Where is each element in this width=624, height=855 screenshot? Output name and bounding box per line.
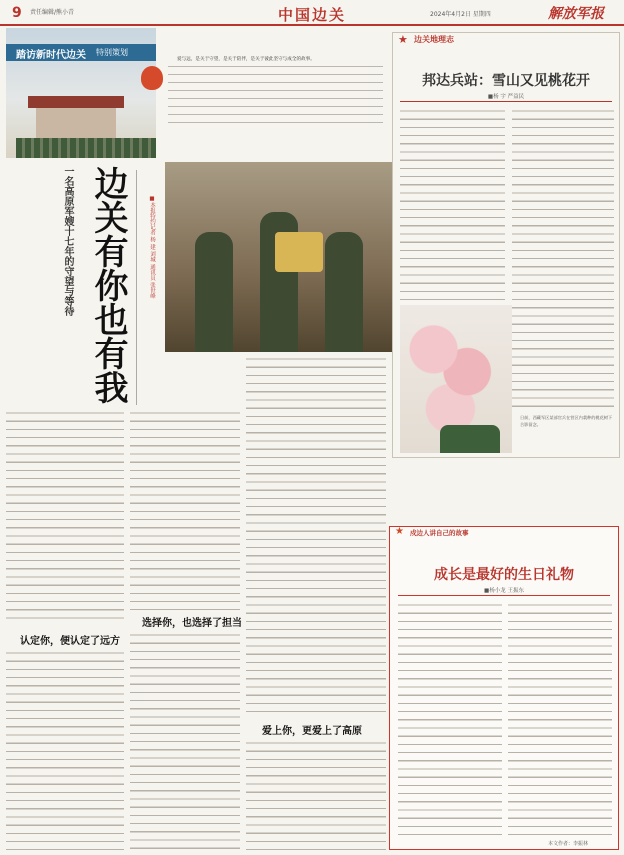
byline: ■本报特约记者 杨 建 刘城 通讯员 张世峰 [149, 196, 155, 299]
series-tag: 特别策划 [96, 48, 128, 57]
story-title: 成长是最好的生日礼物 [434, 567, 574, 583]
sidebar-byline: ■杨 宇 严益民 [487, 94, 525, 100]
section-title: 中国边关 [277, 6, 346, 24]
main-headline: 边关有你也有我 [88, 166, 128, 404]
section-heading: 爱上你，更爱上了高原 [262, 726, 362, 737]
newspaper-logo: 解放军报 [548, 6, 604, 22]
plaque-shape [275, 232, 323, 272]
figure-shape [195, 232, 233, 352]
main-subheadline: 一名高原军嫂十七年的守望与等待 [62, 166, 73, 316]
star-icon: ★ [395, 526, 404, 537]
story-column [508, 602, 612, 838]
page-header [0, 0, 624, 26]
column-label: 戍边人讲自己的故事 [410, 529, 469, 537]
sidebar-column [512, 108, 614, 408]
feature-photo [165, 162, 430, 352]
intro-paragraph [168, 56, 383, 151]
column-label: 边关地理志 [414, 35, 454, 44]
article-column [130, 410, 240, 610]
article-column [6, 410, 124, 625]
section-heading: 选择你，也选择了担当 [142, 618, 242, 629]
story-column [398, 602, 502, 838]
section-heading: 认定你，便认定了远方 [20, 636, 120, 647]
peach-blossom-photo [400, 305, 512, 453]
editor-credit: 责任编辑/熊小青 [30, 9, 75, 16]
sidebar-column [400, 108, 505, 300]
article-column [130, 632, 240, 850]
series-banner [6, 44, 156, 61]
crowd-shape [16, 138, 156, 158]
intro-text: 爱与远，是关于守望，是关于陪伴，是关于彼此坚守与成全的故事。 [177, 57, 315, 62]
series-title: 踏访新时代边关 [16, 50, 86, 61]
divider [400, 101, 612, 102]
article-column [246, 740, 386, 850]
divider [398, 595, 610, 596]
issue-date: 2024年4月2日 星期四 [430, 11, 491, 18]
article-column [6, 650, 124, 850]
photo-caption: 日前，西藏军区某部官兵在营区内栽种的桃花树下合影留念。 [520, 415, 613, 427]
divider [136, 170, 137, 405]
story-byline: ■杨小龙 王振东 [484, 588, 524, 594]
flame-emblem-icon [141, 66, 163, 90]
figure-shape [325, 232, 363, 352]
star-icon: ★ [398, 33, 408, 46]
story-author: 本文作者：李振林 [548, 841, 589, 847]
sidebar-title: 邦达兵站：雪山又见桃花开 [422, 73, 590, 89]
text-lines [168, 64, 383, 124]
page-number: 9 [12, 5, 22, 21]
article-column [246, 356, 386, 716]
